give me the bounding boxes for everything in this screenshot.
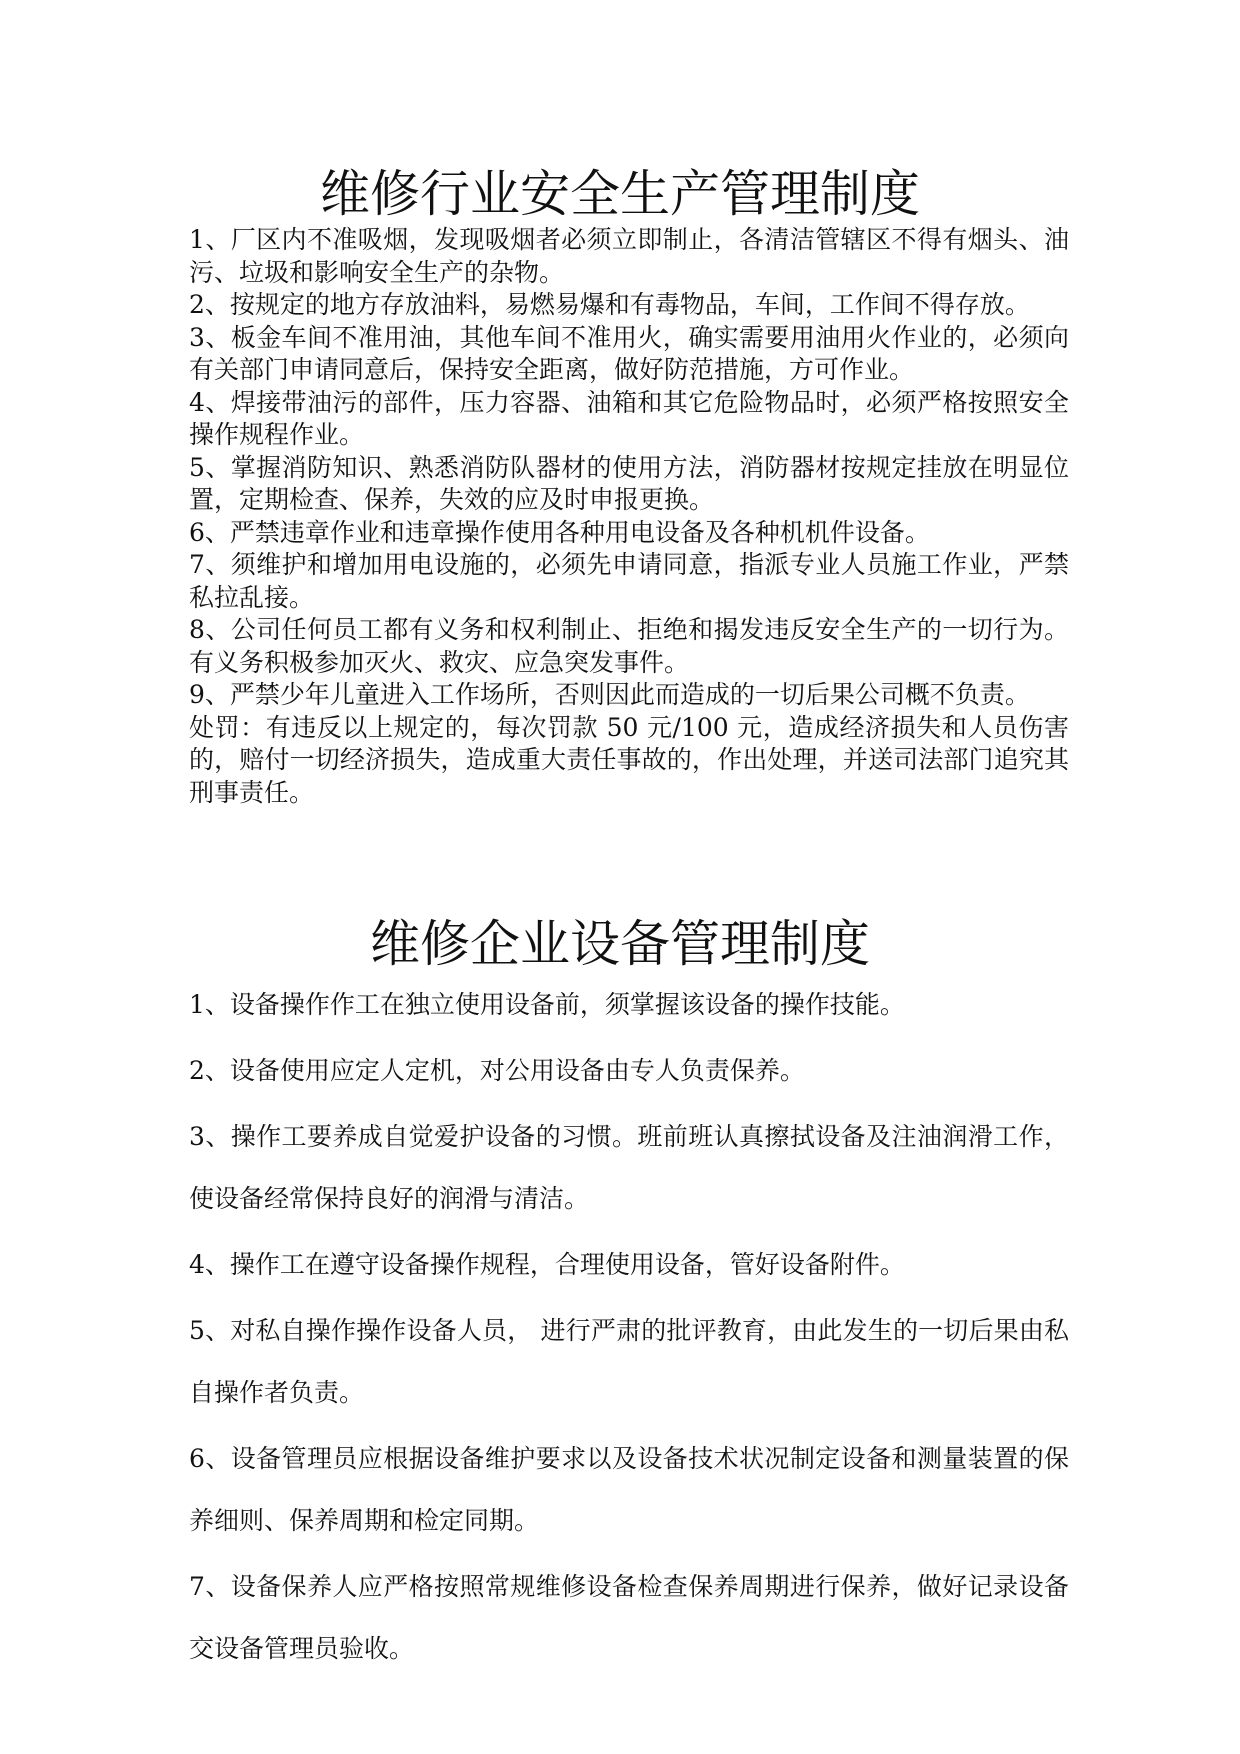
safety-rule-item: 4、焊接带油污的部件，压力容器、油箱和其它危险物品时，必须严格按照安全操作规程作业。	[189, 387, 1069, 449]
equipment-rule-item: 6、设备管理员应根据设备维护要求以及设备技术状况制定设备和测量装置的保养细则、保养周期和检定同期。	[189, 1444, 1069, 1535]
equipment-rules-list	[189, 974, 1069, 1684]
penalty-clause: 处罚：有违反以上规定的，每次罚款 50 元/100 元，造成经济损失和人员伤害的，赔付一切经济损失，造成重大责任事故的，作出处理，并送司法部门追究其刑事责任。	[189, 712, 1069, 807]
safety-rule-item: 1、厂区内不准吸烟，发现吸烟者必须立即制止，各清洁管辖区不得有烟头、油污、垃圾和影响安全生产的杂物。	[189, 225, 1069, 287]
safety-rule-item: 3、板金车间不准用油，其他车间不准用火，确实需要用油用火作业的，必须向有关部门申请同意后，保持安全距离，做好防范措施，方可作业。	[189, 322, 1069, 384]
safety-rule-item: 2、按规定的地方存放油料，易燃易爆和有毒物品，车间，工作间不得存放。	[189, 290, 1030, 319]
safety-rules-title: 维修行业安全生产管理制度	[320, 165, 920, 223]
equipment-rules-title: 维修企业设备管理制度	[370, 915, 870, 973]
equipment-rule-item: 7、设备保养人应严格按照常规维修设备检查保养周期进行保养，做好记录设备交设备管理员验收。	[189, 1572, 1069, 1663]
equipment-rule-item: 2、设备使用应定人定机，对公用设备由专人负责保养。	[189, 1056, 805, 1085]
equipment-rule-item: 5、对私自操作操作设备人员， 进行严肃的批评教育，由此发生的一切后果由私自操作者负责。	[189, 1316, 1069, 1407]
safety-rule-item: 9、严禁少年儿童进入工作场所，否则因此而造成的一切后果公司概不负责。	[189, 680, 1030, 709]
equipment-rule-item: 1、设备操作作工在独立使用设备前，须掌握该设备的操作技能。	[189, 990, 905, 1019]
safety-rule-item: 5、掌握消防知识、熟悉消防队器材的使用方法，消防器材按规定挂放在明显位置，定期检查、保养，失效的应及时申报更换。	[189, 452, 1069, 514]
safety-rule-item: 6、严禁违章作业和违章操作使用各种用电设备及各种机机件设备。	[189, 517, 930, 547]
safety-rule-item: 7、须维护和增加用电设施的，必须先申请同意，指派专业人员施工作业，严禁私拉乱接。	[189, 550, 1069, 612]
equipment-rule-item: 4、操作工在遵守设备操作规程，合理使用设备，管好设备附件。	[189, 1250, 905, 1279]
safety-rules-list	[189, 224, 1069, 809]
equipment-rule-item: 3、操作工要养成自觉爱护设备的习惯。班前班认真擦拭设备及注油润滑工作，使设备经常保持良好的润滑与清洁。	[189, 1122, 1069, 1213]
safety-rule-item: 8、公司任何员工都有义务和权利制止、拒绝和揭发违反安全生产的一切行为。有义务积极参加灭火、救灾、应急突发事件。	[189, 615, 1069, 677]
